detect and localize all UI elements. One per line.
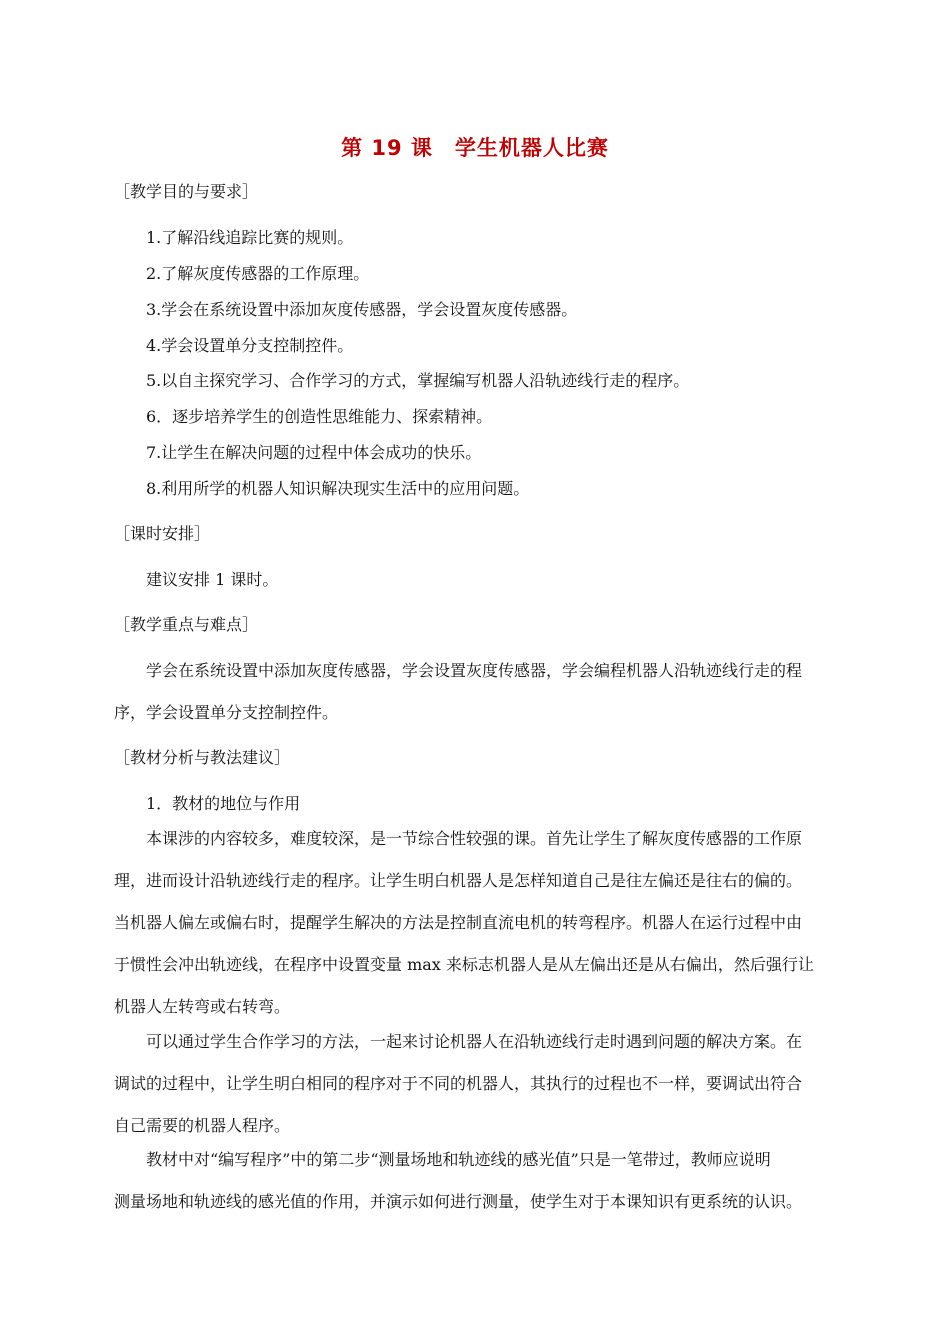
page-title: 第 19 课 学生机器人比赛 [341,136,609,160]
section-heading-objectives: ［教学目的与要求］ [114,182,259,201]
objective-item: 8.利用所学的机器人知识解决现实生活中的应用问题。 [146,479,530,498]
paragraph-line: 自己需要的机器人程序。 [114,1116,291,1135]
schedule-text: 建议安排 1 课时。 [146,570,279,589]
paragraph-line: 调试的过程中，让学生明白相同的程序对于不同的机器人，其执行的过程也不一样，要调试出符合 [114,1074,803,1093]
objective-item: 3.学会在系统设置中添加灰度传感器，学会设置灰度传感器。 [146,300,578,319]
key-points-line: 学会在系统设置中添加灰度传感器，学会设置灰度传感器，学会编程机器人沿轨迹线行走的程 [146,661,803,680]
paragraph-line: 测量场地和轨迹线的感光值的作用，并演示如何进行测量，使学生对于本课知识有更系统的认识。 [114,1192,803,1211]
objective-item: 2.了解灰度传感器的工作原理。 [146,264,370,283]
key-points-line: 序，学会设置单分支控制控件。 [114,703,339,722]
paragraph-line: 可以通过学生合作学习的方法，一起来讨论机器人在沿轨迹线行走时遇到问题的解决方案。在 [146,1032,803,1051]
paragraph-line: 机器人左转弯或右转弯。 [114,997,291,1016]
objective-item: 7.让学生在解决问题的过程中体会成功的快乐。 [146,443,482,462]
section-heading-analysis: ［教材分析与教法建议］ [114,748,291,767]
objective-item: 5.以自主探究学习、合作学习的方式，掌握编写机器人沿轨迹线行走的程序。 [146,371,690,390]
paragraph-line: 理，进而设计沿轨迹线行走的程序。让学生明白机器人是怎样知道自己是往左偏还是往右的偏的。 [114,871,803,890]
paragraph-line: 当机器人偏左或偏右时，提醒学生解决的方法是控制直流电机的转弯程序。机器人在运行过程中由 [114,913,803,932]
paragraph-line: 本课涉的内容较多，难度较深，是一节综合性较强的课。首先让学生了解灰度传感器的工作原 [146,829,803,848]
subheading: 1．教材的地位与作用 [146,794,301,813]
section-heading-key-points: ［教学重点与难点］ [114,615,259,634]
objective-item: 6．逐步培养学生的创造性思维能力、探索精神。 [146,407,493,426]
paragraph-line: 教材中对“编写程序”中的第二步“测量场地和轨迹线的感光值”只是一笔带过，教师应说明 [146,1150,771,1169]
objective-item: 4.学会设置单分支控制控件。 [146,336,354,355]
paragraph-line: 于惯性会冲出轨迹线，在程序中设置变量 max 来标志机器人是从左偏出还是从右偏出，然后强行让 [114,955,814,974]
objective-item: 1.了解沿线追踪比赛的规则。 [146,228,354,247]
section-heading-schedule: ［课时安排］ [114,524,211,543]
